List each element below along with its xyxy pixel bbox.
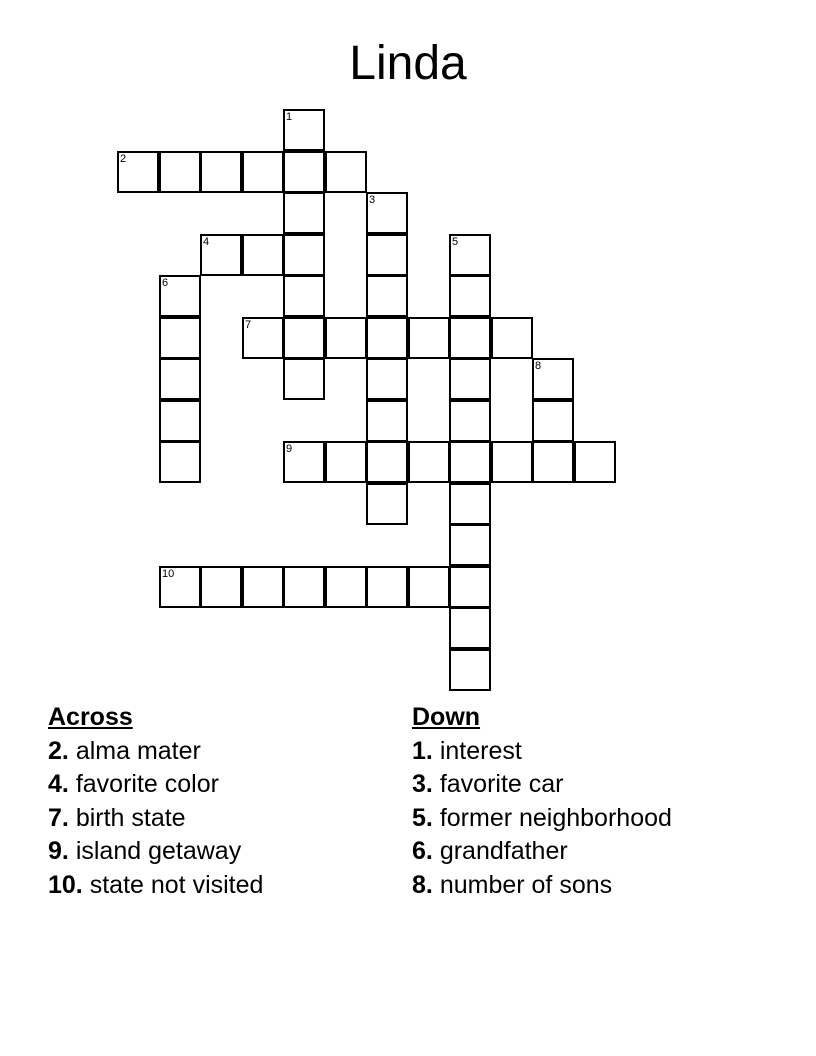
cell-number: 2	[120, 153, 127, 165]
grid-cell[interactable]	[200, 566, 242, 608]
grid-cell[interactable]	[159, 400, 201, 442]
grid-cell[interactable]	[159, 566, 201, 608]
clue-number: 5.	[412, 803, 433, 832]
grid-cell[interactable]	[242, 234, 284, 276]
clue-number: 9.	[48, 837, 69, 865]
clue-text: favorite color	[75, 770, 219, 798]
clue-down-5	[412, 802, 672, 836]
clue-number: 6.	[412, 837, 433, 865]
clue-text: island getaway	[75, 837, 242, 865]
grid-cell[interactable]	[574, 441, 616, 483]
clue-down-3	[412, 768, 672, 802]
grid-cell[interactable]	[325, 151, 367, 193]
page-title: Linda	[349, 37, 467, 90]
grid-cell[interactable]	[366, 275, 408, 317]
clue-number: 3.	[412, 770, 433, 798]
grid-cell[interactable]	[449, 566, 491, 608]
grid-cell[interactable]	[408, 317, 450, 359]
clue-across-9	[48, 835, 263, 869]
grid-cell[interactable]	[449, 524, 491, 566]
grid-cell[interactable]	[283, 192, 325, 234]
clue-down-1	[412, 735, 672, 769]
grid-cell[interactable]	[283, 151, 325, 193]
clue-text: interest	[439, 736, 522, 765]
grid-cell[interactable]	[532, 400, 574, 442]
grid-cell[interactable]	[283, 441, 325, 483]
grid-cell[interactable]	[242, 151, 284, 193]
clue-number: 1.	[412, 736, 433, 765]
grid-cell[interactable]	[449, 483, 491, 525]
clue-number: 10.	[48, 870, 83, 899]
across-clues	[48, 701, 263, 902]
grid-cell[interactable]	[117, 151, 159, 193]
clue-down-8	[412, 869, 672, 903]
grid-cell[interactable]	[200, 234, 242, 276]
clue-number: 2.	[48, 736, 69, 765]
down-heading: Down	[412, 703, 481, 731]
grid-cell[interactable]	[491, 317, 533, 359]
clue-number: 4.	[48, 770, 69, 798]
grid-cell[interactable]	[449, 649, 491, 691]
clue-text: former neighborhood	[439, 803, 672, 832]
grid-cell[interactable]	[366, 566, 408, 608]
grid-cell[interactable]	[366, 483, 408, 525]
grid-cell[interactable]	[159, 151, 201, 193]
grid-cell[interactable]	[366, 441, 408, 483]
grid-cell[interactable]	[242, 566, 284, 608]
cell-number: 9	[286, 443, 293, 455]
grid-cell[interactable]	[532, 358, 574, 400]
clue-text: favorite car	[439, 770, 564, 798]
down-clues	[412, 701, 672, 902]
grid-cell[interactable]	[325, 566, 367, 608]
grid-cell[interactable]	[366, 317, 408, 359]
grid-cell[interactable]	[449, 400, 491, 442]
grid-cell[interactable]	[449, 607, 491, 649]
grid-cell[interactable]	[449, 441, 491, 483]
grid-cell[interactable]	[325, 441, 367, 483]
cell-number: 4	[203, 236, 210, 248]
grid-cell[interactable]	[366, 400, 408, 442]
grid-cell[interactable]	[159, 275, 201, 317]
grid-cell[interactable]	[408, 566, 450, 608]
clue-text: alma mater	[75, 736, 201, 765]
grid-cell[interactable]	[283, 234, 325, 276]
grid-cell[interactable]	[325, 317, 367, 359]
clue-text: number of sons	[439, 870, 613, 899]
grid-cell[interactable]	[283, 358, 325, 400]
cell-number: 1	[286, 111, 293, 123]
grid-cell[interactable]	[366, 192, 408, 234]
clue-text: birth state	[75, 803, 186, 832]
grid-cell[interactable]	[449, 275, 491, 317]
clue-number: 8.	[412, 870, 433, 899]
grid-cell[interactable]	[532, 441, 574, 483]
cell-number: 10	[162, 568, 175, 580]
grid-cell[interactable]	[159, 358, 201, 400]
grid-cell[interactable]	[283, 109, 325, 151]
cell-number: 8	[535, 360, 542, 372]
grid-cell[interactable]	[242, 317, 284, 359]
clue-across-10	[48, 869, 263, 903]
cell-number: 3	[369, 194, 376, 206]
grid-cell[interactable]	[200, 151, 242, 193]
grid-cell[interactable]	[283, 566, 325, 608]
grid-cell[interactable]	[159, 441, 201, 483]
grid-cell[interactable]	[449, 358, 491, 400]
clue-number: 7.	[48, 803, 69, 832]
grid-cell[interactable]	[366, 358, 408, 400]
grid-cell[interactable]	[159, 317, 201, 359]
across-heading: Across	[48, 703, 133, 731]
clue-across-7	[48, 802, 263, 836]
grid-cell[interactable]	[408, 441, 450, 483]
cell-number: 5	[452, 236, 459, 248]
grid-cell[interactable]	[449, 317, 491, 359]
grid-cell[interactable]	[449, 234, 491, 276]
cell-number: 7	[245, 319, 252, 331]
clue-text: grandfather	[439, 837, 568, 865]
grid-cell[interactable]	[283, 317, 325, 359]
clue-across-2	[48, 735, 263, 769]
clue-down-6	[412, 835, 672, 869]
cell-number: 6	[162, 277, 169, 289]
grid-cell[interactable]	[491, 441, 533, 483]
clue-across-4	[48, 768, 263, 802]
clue-text: state not visited	[89, 870, 264, 899]
grid-cell[interactable]	[283, 275, 325, 317]
grid-cell[interactable]	[366, 234, 408, 276]
